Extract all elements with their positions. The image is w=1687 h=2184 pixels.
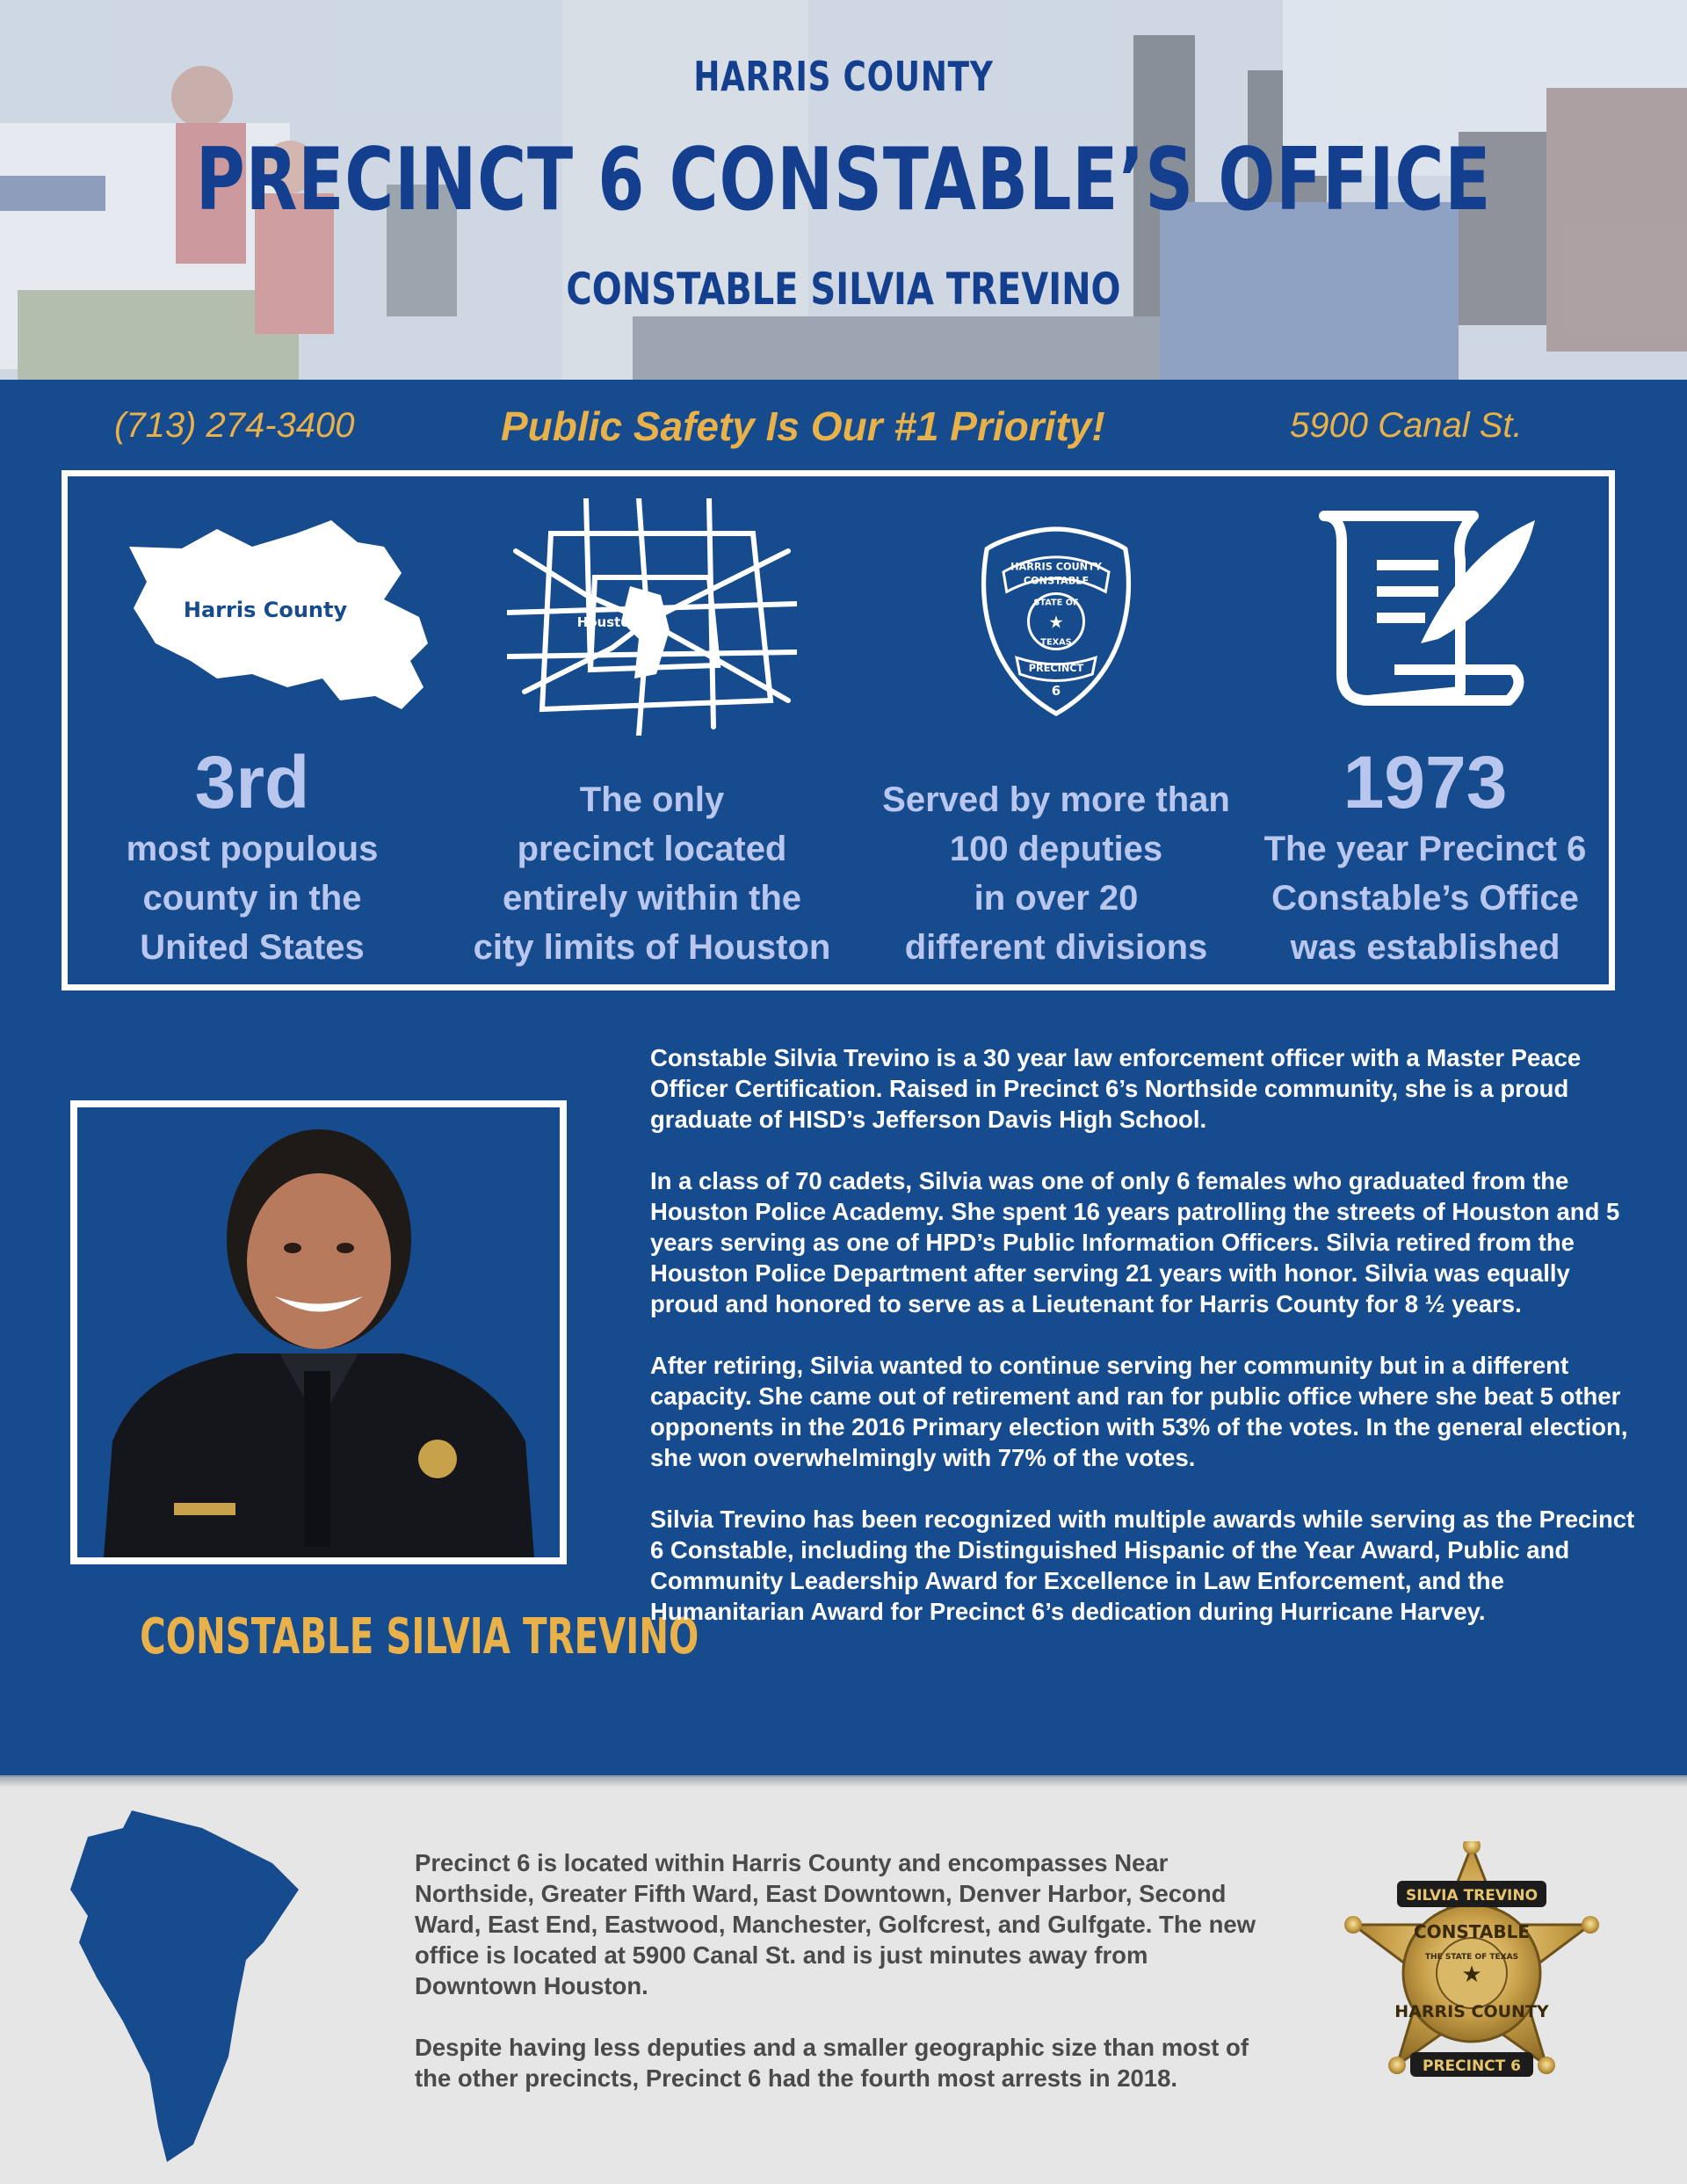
scroll-quill-icon (1307, 498, 1544, 718)
header-constable-name: CONSTABLE SILVIA TREVINO (566, 264, 1121, 315)
star-icon: ★ (1461, 1962, 1482, 1988)
constable-shield-icon (977, 498, 1135, 744)
stat-line: was established (1290, 928, 1560, 967)
stat-big-number: 1973 (1343, 741, 1508, 824)
stat-line: most populous (126, 830, 379, 868)
section-divider (0, 1775, 1687, 1788)
stat-line: The only (579, 780, 725, 819)
footer-paragraph: Despite having less deputies and a smaller geographic size than most of the other precincts, Precinct 6 had the fourth most arrests in 2018. (415, 2034, 1249, 2092)
precinct-map-icon (62, 1810, 325, 2162)
stat-big-number: 3rd (194, 741, 310, 824)
stat-line: in over 20 (974, 879, 1139, 918)
stat-line: city limits of Houston (473, 928, 831, 967)
badge-county: HARRIS COUNTY (1394, 2002, 1549, 2021)
constable-star-badge (1340, 1841, 1604, 2105)
stat-line: The year Precinct 6 (1263, 830, 1587, 868)
star-icon: ★ (1048, 612, 1064, 633)
stat-line: county in the (142, 879, 362, 918)
stat-line: precinct located (517, 830, 787, 868)
map-label-harris: Harris County (183, 598, 348, 622)
office-address: 5900 Canal St. (1290, 406, 1523, 445)
stat-line: Served by more than (882, 780, 1230, 819)
badge-text: TEXAS (1040, 637, 1072, 648)
phone-number: (713) 274-3400 (114, 406, 355, 445)
stat-established (1245, 476, 1605, 984)
stat-line: entirely within the (502, 879, 802, 918)
precinct-description (415, 1847, 1258, 2124)
constable-portrait (70, 1100, 567, 1564)
badge-text: 6 (1051, 683, 1061, 699)
houston-road-map-icon (507, 498, 797, 736)
header-banner (0, 0, 1687, 380)
bio-paragraph: Silvia Trevino has been recognized with multiple awards while serving as the Precinct 6 Constable, including the Distinguished Hispanic of the Year Award, Public and Community Leadership Award for Excellence in Law Enforcement, and the Humanitarian Award for Precinct 6’s dedication during Hurricane Harvey. (650, 1506, 1635, 1625)
harris-county-map-icon (120, 512, 445, 714)
portrait-caption: CONSTABLE SILVIA TREVINO (140, 1608, 699, 1665)
biography (650, 1042, 1643, 1658)
priority-slogan: Public Safety Is Our #1 Priority! (501, 403, 1105, 449)
badge-text: HARRIS COUNTY (1010, 561, 1102, 573)
bio-paragraph: In a class of 70 cadets, Silvia was one of only 6 females who graduated from the Houston Police Academy. She spent 16 years patrolling the streets of Houston and 5 years serving as one of HPD’s Public Information Officers. Silvia retired from the Houston Police Department after serving 21 years with honor. Silvia was equally proud and honored to serve as a Lieutenant for Harris County for 8 ½ years. (650, 1167, 1620, 1317)
stat-population (85, 476, 419, 984)
stat-city-limits (454, 476, 850, 984)
header-county: HARRIS COUNTY (693, 53, 994, 100)
badge-text: STATE OF (1033, 598, 1079, 608)
badge-precinct: PRECINCT 6 (1422, 2057, 1522, 2075)
stat-line: 100 deputies (949, 830, 1163, 868)
stat-line: United States (140, 928, 365, 967)
bio-paragraph: After retiring, Silvia wanted to continue serving her community but in a different capacity. She came out of retirement and ran for public office where she beat 5 other opponents in the 2016 Primary election with 53% of the votes. In the general election, she won overwhelmingly with 77% of the votes. (650, 1352, 1628, 1471)
stat-deputies (858, 476, 1254, 984)
stat-line: Constable’s Office (1271, 879, 1579, 918)
badge-title: CONSTABLE (1413, 1921, 1531, 1942)
badge-text: PRECINCT (1028, 663, 1084, 674)
footer-paragraph: Precinct 6 is located within Harris County and encompasses Near Northside, Greater Fifth Ward, East Downtown, Denver Harbor, Second Ward, East End, Eastwood, Manchester, Golfcrest, and Gulfgate. The new office is located at 5900 Canal St. and is just minutes away from Downtown Houston. (415, 1849, 1256, 1999)
page-title: PRECINCT 6 CONSTABLE’S OFFICE (195, 130, 1492, 230)
stats-box (62, 470, 1615, 990)
bio-paragraph: Constable Silvia Trevino is a 30 year law enforcement officer with a Master Peace Officer Certification. Raised in Precinct 6’s Northside community, she is a proud graduate of HISD’s Jefferson Davis High School. (650, 1044, 1582, 1133)
badge-state: THE STATE OF TEXAS (1424, 1953, 1519, 1962)
map-label-houston: Houston (576, 614, 640, 630)
badge-name: SILVIA TREVINO (1405, 1887, 1539, 1905)
badge-text: CONSTABLE (1023, 575, 1090, 587)
stat-line: different divisions (904, 928, 1208, 967)
portrait-illustration (77, 1107, 560, 1557)
